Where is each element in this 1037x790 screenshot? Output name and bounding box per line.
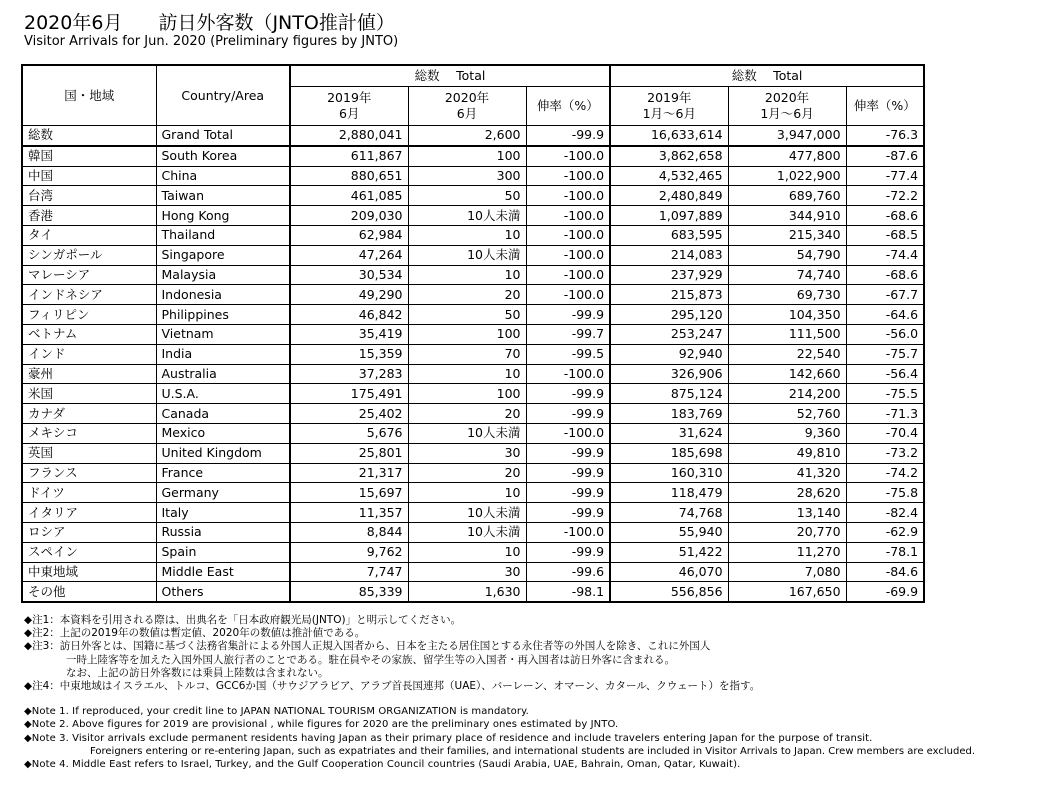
table-row	[22, 582, 924, 602]
cell-month-2019: 7,747	[290, 562, 408, 582]
cell-ytd-2019: 55,940	[610, 522, 728, 542]
cell-month-2020: 10人未満	[408, 503, 526, 523]
cell-ytd-2019: 237,929	[610, 265, 728, 285]
cell-month-rate: -100.0	[526, 166, 610, 186]
cell-ytd-2019: 875,124	[610, 384, 728, 404]
cell-ytd-2020: 689,760	[728, 186, 846, 206]
cell-month-2020: 20	[408, 463, 526, 483]
cell-month-2020: 10	[408, 542, 526, 562]
cell-ytd-2020: 54,790	[728, 245, 846, 265]
table-row	[22, 404, 924, 424]
cell-ytd-rate: -75.5	[846, 384, 924, 404]
cell-region-jp: その他	[22, 582, 156, 602]
note-en-2: ◆Note 2. Above figures for 2019 are provisional , while figures for 2020 are the preliminary ones estimated by JNTO.	[24, 719, 619, 731]
cell-month-rate: -100.0	[526, 245, 610, 265]
cell-month-2020: 300	[408, 166, 526, 186]
cell-region-jp: フランス	[22, 463, 156, 483]
table-row	[22, 126, 924, 146]
cell-region-jp: イタリア	[22, 503, 156, 523]
cell-region-jp: シンガポール	[22, 245, 156, 265]
cell-month-2020: 20	[408, 404, 526, 424]
cell-ytd-rate: -72.2	[846, 186, 924, 206]
cell-region-en: Taiwan	[156, 186, 290, 206]
cell-ytd-rate: -87.6	[846, 146, 924, 166]
cell-month-2019: 47,264	[290, 245, 408, 265]
note-jp-3-cont-1: 一時上陸客等を加えた入国外国人旅行者のことである。駐在員やその家族、留学生等の入国者・再入国者は訪日外客に含まれる。	[66, 653, 675, 666]
cell-ytd-2019: 74,768	[610, 503, 728, 523]
cell-region-en: France	[156, 463, 290, 483]
cell-ytd-2019: 326,906	[610, 364, 728, 384]
table-row	[22, 542, 924, 562]
cell-month-rate: -100.0	[526, 522, 610, 542]
cell-month-rate: -99.9	[526, 503, 610, 523]
note-jp-3: ◆注3：訪日外客とは、国籍に基づく法務省集計による外国人正規入国者から、日本を主たる居住国とする永住者等の外国人を除き、これに外国人	[24, 640, 711, 653]
cell-region-en: Middle East	[156, 562, 290, 582]
notes	[24, 614, 1024, 771]
cell-month-2020: 70	[408, 344, 526, 364]
cell-region-en: Grand Total	[156, 126, 290, 146]
table-row	[22, 265, 924, 285]
cell-ytd-2020: 7,080	[728, 562, 846, 582]
table-row	[22, 245, 924, 265]
cell-ytd-2019: 295,120	[610, 305, 728, 325]
table-row	[22, 166, 924, 186]
cell-ytd-rate: -78.1	[846, 542, 924, 562]
cell-ytd-2020: 13,140	[728, 503, 846, 523]
cell-month-2020: 10人未満	[408, 522, 526, 542]
header-region-en: Country/Area	[156, 65, 290, 126]
cell-month-2020: 20	[408, 285, 526, 305]
header-ytd-2020	[728, 87, 846, 126]
cell-region-en: Others	[156, 582, 290, 602]
cell-ytd-rate: -71.3	[846, 404, 924, 424]
cell-month-2020: 10	[408, 225, 526, 245]
cell-region-jp: 総数	[22, 126, 156, 146]
header-group-ytd: 総数 Total	[610, 65, 924, 87]
cell-ytd-2019: 183,769	[610, 404, 728, 424]
note-jp-4: ◆注4：中東地域はイスラエル、トルコ、GCC6か国（サウジアラビア、アラブ首長国連邦（UAE）、バーレーン、オマーン、カタール、クウェート）を指す。	[24, 680, 761, 693]
cell-ytd-rate: -69.9	[846, 582, 924, 602]
cell-ytd-rate: -82.4	[846, 503, 924, 523]
cell-ytd-rate: -77.4	[846, 166, 924, 186]
cell-ytd-2020: 28,620	[728, 483, 846, 503]
cell-month-2019: 15,359	[290, 344, 408, 364]
header-ytd-2019-text: 2019年 1月～6月	[642, 90, 696, 121]
cell-ytd-2019: 556,856	[610, 582, 728, 602]
cell-region-jp: ロシア	[22, 522, 156, 542]
cell-ytd-rate: -70.4	[846, 423, 924, 443]
cell-month-2020: 1,630	[408, 582, 526, 602]
cell-month-2020: 10	[408, 483, 526, 503]
cell-region-jp: 中東地域	[22, 562, 156, 582]
cell-month-rate: -99.9	[526, 483, 610, 503]
note-en-4: ◆Note 4. Middle East refers to Israel, Turkey, and the Gulf Cooperation Council countries (Saudi Arabia, UAE, Bahrain, Oman, Qatar, Kuwait).	[24, 759, 741, 771]
cell-month-rate: -100.0	[526, 206, 610, 226]
cell-ytd-2020: 52,760	[728, 404, 846, 424]
cell-region-jp: マレーシア	[22, 265, 156, 285]
table-row	[22, 483, 924, 503]
cell-month-2020: 50	[408, 186, 526, 206]
table-row	[22, 225, 924, 245]
note-en-1: ◆Note 1. If reproduced, your credit line to JAPAN NATIONAL TOURISM ORGANIZATION is mandatory.	[24, 706, 529, 718]
cell-ytd-2020: 69,730	[728, 285, 846, 305]
table-row	[22, 344, 924, 364]
visitor-arrivals-table	[21, 64, 925, 603]
cell-month-rate: -100.0	[526, 146, 610, 166]
cell-month-2019: 35,419	[290, 324, 408, 344]
cell-month-2019: 209,030	[290, 206, 408, 226]
header-region-jp: 国・地域	[22, 65, 156, 126]
cell-month-2019: 37,283	[290, 364, 408, 384]
cell-region-jp: カナダ	[22, 404, 156, 424]
cell-month-rate: -99.9	[526, 384, 610, 404]
cell-region-en: U.S.A.	[156, 384, 290, 404]
cell-month-2019: 15,697	[290, 483, 408, 503]
cell-ytd-rate: -62.9	[846, 522, 924, 542]
cell-ytd-2020: 41,320	[728, 463, 846, 483]
cell-ytd-2019: 683,595	[610, 225, 728, 245]
cell-ytd-2019: 1,097,889	[610, 206, 728, 226]
cell-region-jp: ベトナム	[22, 324, 156, 344]
cell-ytd-rate: -56.4	[846, 364, 924, 384]
table-row	[22, 443, 924, 463]
cell-region-jp: フィリピン	[22, 305, 156, 325]
cell-month-2019: 611,867	[290, 146, 408, 166]
cell-ytd-2020: 142,660	[728, 364, 846, 384]
cell-region-en: Mexico	[156, 423, 290, 443]
cell-month-2019: 880,651	[290, 166, 408, 186]
cell-ytd-2019: 51,422	[610, 542, 728, 562]
table-row	[22, 285, 924, 305]
cell-month-2019: 62,984	[290, 225, 408, 245]
cell-ytd-2019: 46,070	[610, 562, 728, 582]
cell-month-rate: -100.0	[526, 265, 610, 285]
cell-ytd-rate: -56.0	[846, 324, 924, 344]
cell-ytd-rate: -67.7	[846, 285, 924, 305]
table-row	[22, 305, 924, 325]
cell-ytd-2019: 2,480,849	[610, 186, 728, 206]
cell-month-2020: 100	[408, 324, 526, 344]
cell-ytd-rate: -76.3	[846, 126, 924, 146]
cell-ytd-2020: 3,947,000	[728, 126, 846, 146]
header-ytd-rate: 伸率（%）	[846, 87, 924, 126]
cell-month-rate: -100.0	[526, 186, 610, 206]
cell-ytd-2019: 3,862,658	[610, 146, 728, 166]
cell-ytd-2019: 118,479	[610, 483, 728, 503]
cell-ytd-rate: -68.5	[846, 225, 924, 245]
cell-ytd-2020: 104,350	[728, 305, 846, 325]
cell-ytd-2020: 1,022,900	[728, 166, 846, 186]
cell-region-jp: 香港	[22, 206, 156, 226]
cell-region-en: Spain	[156, 542, 290, 562]
cell-region-jp: 豪州	[22, 364, 156, 384]
cell-month-rate: -99.6	[526, 562, 610, 582]
cell-region-en: Singapore	[156, 245, 290, 265]
note-jp-1: ◆注1：本資料を引用される際は、出典名を「日本政府観光局(JNTO)」と明示してください。	[24, 614, 462, 626]
cell-ytd-2020: 20,770	[728, 522, 846, 542]
header-group-month: 総数 Total	[290, 65, 610, 87]
cell-region-en: Hong Kong	[156, 206, 290, 226]
cell-region-jp: インド	[22, 344, 156, 364]
cell-month-2019: 9,762	[290, 542, 408, 562]
cell-month-2019: 461,085	[290, 186, 408, 206]
table-row	[22, 562, 924, 582]
table-row	[22, 463, 924, 483]
cell-month-2019: 30,534	[290, 265, 408, 285]
cell-ytd-rate: -75.7	[846, 344, 924, 364]
cell-ytd-2019: 4,532,465	[610, 166, 728, 186]
cell-month-2019: 11,357	[290, 503, 408, 523]
header-month-2020-text: 2020年 6月	[444, 90, 490, 121]
cell-month-2020: 10人未満	[408, 206, 526, 226]
cell-ytd-2020: 477,800	[728, 146, 846, 166]
cell-month-2019: 21,317	[290, 463, 408, 483]
cell-region-jp: タイ	[22, 225, 156, 245]
cell-ytd-rate: -74.4	[846, 245, 924, 265]
cell-ytd-2019: 92,940	[610, 344, 728, 364]
table-row	[22, 384, 924, 404]
cell-month-rate: -99.5	[526, 344, 610, 364]
cell-ytd-2019: 215,873	[610, 285, 728, 305]
cell-ytd-2019: 253,247	[610, 324, 728, 344]
cell-month-2019: 25,402	[290, 404, 408, 424]
cell-ytd-2020: 214,200	[728, 384, 846, 404]
header-ytd-2019	[610, 87, 728, 126]
cell-region-en: Australia	[156, 364, 290, 384]
page-title	[24, 8, 395, 35]
cell-ytd-2019: 160,310	[610, 463, 728, 483]
cell-month-rate: -99.9	[526, 126, 610, 146]
note-en-3-cont: Foreigners entering or re-entering Japan, such as expatriates and their families, and international students are included in Visitor Arrivals to Japan. Crew members are excluded.	[90, 745, 976, 757]
cell-region-en: Germany	[156, 483, 290, 503]
header-ytd-2020-text: 2020年 1月～6月	[760, 90, 814, 121]
cell-ytd-2019: 214,083	[610, 245, 728, 265]
cell-region-jp: 英国	[22, 443, 156, 463]
cell-region-jp: 韓国	[22, 146, 156, 166]
cell-month-2020: 10	[408, 265, 526, 285]
title-sub: 訪日外客数（JNTO推計値）	[158, 12, 395, 34]
table-row	[22, 423, 924, 443]
cell-month-rate: -99.9	[526, 463, 610, 483]
cell-region-en: Vietnam	[156, 324, 290, 344]
cell-month-rate: -99.9	[526, 305, 610, 325]
cell-month-rate: -99.9	[526, 443, 610, 463]
cell-region-en: Italy	[156, 503, 290, 523]
table-row	[22, 206, 924, 226]
header-month-2019	[290, 87, 408, 126]
cell-region-jp: スペイン	[22, 542, 156, 562]
cell-region-jp: メキシコ	[22, 423, 156, 443]
cell-region-en: South Korea	[156, 146, 290, 166]
cell-region-en: China	[156, 166, 290, 186]
cell-month-2020: 2,600	[408, 126, 526, 146]
table-row	[22, 146, 924, 166]
cell-region-en: Thailand	[156, 225, 290, 245]
cell-ytd-2020: 22,540	[728, 344, 846, 364]
cell-region-jp: 米国	[22, 384, 156, 404]
cell-ytd-2019: 31,624	[610, 423, 728, 443]
cell-ytd-rate: -73.2	[846, 443, 924, 463]
cell-month-2020: 50	[408, 305, 526, 325]
cell-month-2019: 49,290	[290, 285, 408, 305]
cell-month-2020: 10人未満	[408, 423, 526, 443]
cell-month-2019: 46,842	[290, 305, 408, 325]
cell-ytd-rate: -68.6	[846, 265, 924, 285]
cell-ytd-rate: -84.6	[846, 562, 924, 582]
table-row	[22, 186, 924, 206]
note-en-3: ◆Note 3. Visitor arrivals exclude permanent residents having Japan as their primary place of residence and include travelers entering Japan for the purpose of transit.	[24, 732, 873, 744]
cell-ytd-rate: -74.2	[846, 463, 924, 483]
cell-ytd-2020: 11,270	[728, 542, 846, 562]
cell-ytd-2020: 167,650	[728, 582, 846, 602]
cell-month-2019: 2,880,041	[290, 126, 408, 146]
cell-ytd-2019: 185,698	[610, 443, 728, 463]
header-month-2019-text: 2019年 6月	[327, 90, 372, 121]
header-month-2020	[408, 87, 526, 126]
table-row	[22, 324, 924, 344]
cell-month-2020: 10	[408, 364, 526, 384]
cell-region-jp: ドイツ	[22, 483, 156, 503]
cell-month-2020: 100	[408, 146, 526, 166]
cell-month-2020: 30	[408, 443, 526, 463]
cell-ytd-2020: 9,360	[728, 423, 846, 443]
cell-ytd-2020: 49,810	[728, 443, 846, 463]
table-row	[22, 503, 924, 523]
cell-region-en: Canada	[156, 404, 290, 424]
cell-month-2019: 175,491	[290, 384, 408, 404]
cell-region-en: India	[156, 344, 290, 364]
note-jp-3-cont-2: なお、上記の訪日外客数には乗員上陸数は含まれない。	[66, 666, 329, 679]
cell-month-2020: 30	[408, 562, 526, 582]
cell-month-2020: 10人未満	[408, 245, 526, 265]
cell-month-2019: 5,676	[290, 423, 408, 443]
cell-month-rate: -99.9	[526, 542, 610, 562]
cell-month-rate: -100.0	[526, 225, 610, 245]
cell-ytd-2020: 215,340	[728, 225, 846, 245]
cell-month-2019: 85,339	[290, 582, 408, 602]
cell-ytd-2020: 111,500	[728, 324, 846, 344]
cell-ytd-2020: 74,740	[728, 265, 846, 285]
cell-region-en: Indonesia	[156, 285, 290, 305]
cell-ytd-rate: -68.6	[846, 206, 924, 226]
cell-region-en: Malaysia	[156, 265, 290, 285]
cell-ytd-rate: -75.8	[846, 483, 924, 503]
note-jp-2: ◆注2：上記の2019年の数値は暫定値、2020年の数値は推計値である。	[24, 627, 366, 640]
table-row	[22, 364, 924, 384]
cell-month-2019: 25,801	[290, 443, 408, 463]
cell-region-en: United Kingdom	[156, 443, 290, 463]
cell-ytd-2019: 16,633,614	[610, 126, 728, 146]
cell-region-jp: インドネシア	[22, 285, 156, 305]
cell-month-rate: -100.0	[526, 423, 610, 443]
cell-ytd-rate: -64.6	[846, 305, 924, 325]
cell-region-jp: 中国	[22, 166, 156, 186]
title-main: 2020年6月	[24, 12, 123, 34]
cell-ytd-2020: 344,910	[728, 206, 846, 226]
cell-region-en: Philippines	[156, 305, 290, 325]
cell-month-rate: -98.1	[526, 582, 610, 602]
table-row	[22, 522, 924, 542]
cell-month-rate: -99.9	[526, 404, 610, 424]
cell-month-rate: -99.7	[526, 324, 610, 344]
page-subtitle: Visitor Arrivals for Jun. 2020 (Preliminary figures by JNTO)	[24, 34, 399, 49]
cell-month-2020: 100	[408, 384, 526, 404]
cell-month-rate: -100.0	[526, 285, 610, 305]
header-month-rate: 伸率（%）	[526, 87, 610, 126]
cell-month-rate: -100.0	[526, 364, 610, 384]
cell-region-en: Russia	[156, 522, 290, 542]
cell-region-jp: 台湾	[22, 186, 156, 206]
cell-month-2019: 8,844	[290, 522, 408, 542]
